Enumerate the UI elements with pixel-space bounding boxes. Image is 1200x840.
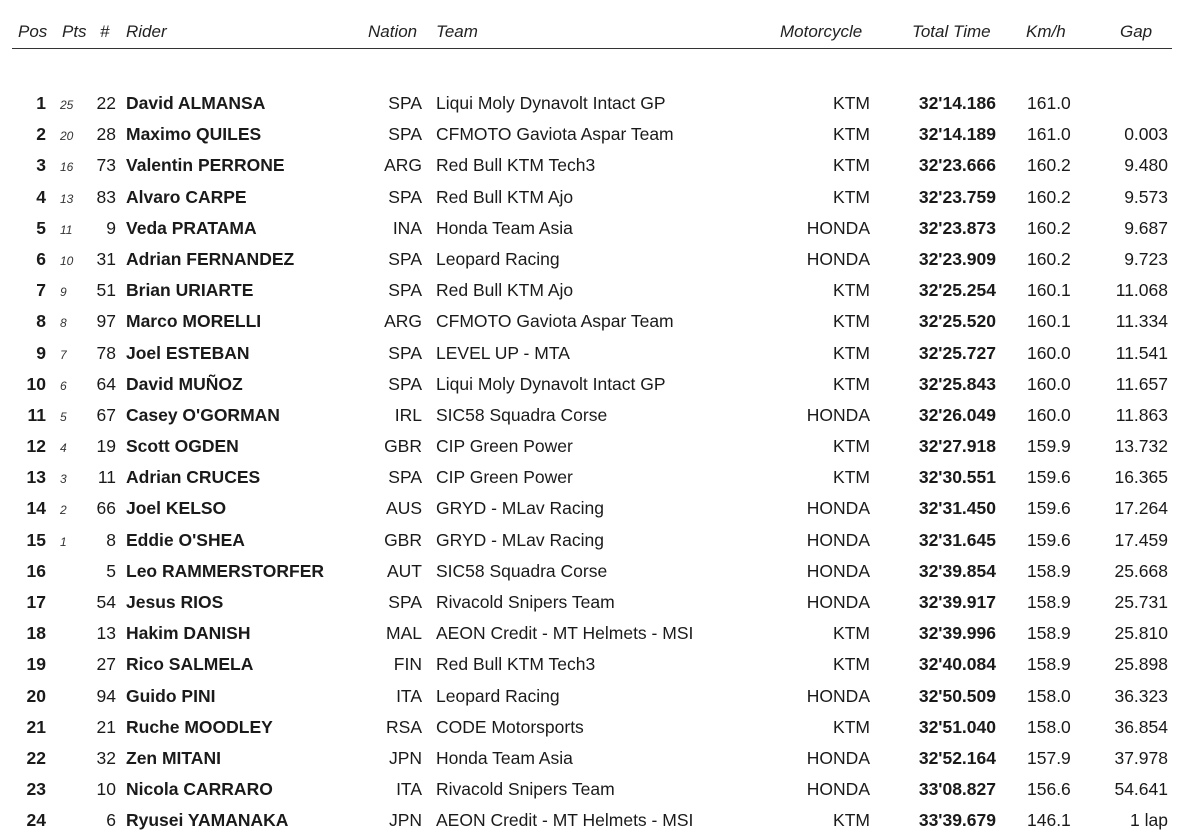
cell-nation: SPA <box>388 342 422 363</box>
cell-gap: 54.641 <box>1114 779 1168 800</box>
cell-pos: 2 <box>36 124 46 145</box>
cell-gap: 9.480 <box>1124 155 1168 176</box>
cell-rider: Nicola CARRARO <box>126 779 273 800</box>
cell-nation: SPA <box>388 592 422 612</box>
header-kmh: Km/h <box>1026 22 1066 41</box>
cell-motorcycle: KTM <box>833 280 870 301</box>
cell-motorcycle: KTM <box>833 186 870 207</box>
cell-gap: 11.541 <box>1115 342 1168 363</box>
cell-motorcycle: KTM <box>833 623 870 644</box>
cell-number: 8 <box>106 529 116 550</box>
cell-team: SIC58 Squadra Corse <box>436 560 608 581</box>
cell-rider: David MUÑOZ <box>126 373 243 394</box>
cell-kmh: 159.6 <box>1027 529 1071 550</box>
cell-total-time: 32'23.873 <box>918 217 996 238</box>
cell-team: GRYD - MLav Racing <box>436 529 604 550</box>
cell-pos: 5 <box>36 217 46 238</box>
cell-pts: 11 <box>60 222 73 237</box>
cell-kmh: 159.6 <box>1027 467 1071 488</box>
table-row <box>0 492 1200 523</box>
table-row <box>0 711 1200 742</box>
cell-gap: 11.068 <box>1115 280 1168 301</box>
cell-total-time: 32'25.843 <box>918 373 996 394</box>
cell-team: Red Bull KTM Tech3 <box>436 155 596 176</box>
cell-rider: Scott OGDEN <box>126 436 239 457</box>
cell-nation: RSA <box>386 716 422 737</box>
cell-total-time: 32'23.666 <box>918 155 996 176</box>
cell-team: Leopard Racing <box>436 248 560 269</box>
table-row <box>0 118 1200 149</box>
header-spacer <box>0 49 1200 87</box>
table-row <box>0 617 1200 648</box>
cell-nation: ITA <box>396 779 422 800</box>
cell-kmh: 160.2 <box>1027 186 1071 207</box>
cell-total-time: 32'14.186 <box>918 93 996 113</box>
cell-pos: 10 <box>26 373 46 394</box>
cell-motorcycle: KTM <box>833 155 870 176</box>
cell-total-time: 33'08.827 <box>918 779 996 800</box>
cell-kmh: 159.6 <box>1027 498 1071 519</box>
cell-pos: 22 <box>26 747 46 768</box>
header-number: # <box>100 22 110 41</box>
cell-gap: 11.334 <box>1115 311 1168 332</box>
cell-number: 10 <box>96 779 116 800</box>
cell-nation: JPN <box>388 810 422 831</box>
cell-nation: AUT <box>387 560 422 581</box>
cell-gap: 1 lap <box>1130 810 1168 831</box>
cell-rider: Veda PRATAMA <box>126 217 257 238</box>
cell-nation: ARG <box>384 155 422 176</box>
cell-number: 64 <box>96 373 116 394</box>
cell-nation: JPN <box>388 747 422 768</box>
cell-nation: INA <box>392 217 422 238</box>
cell-gap: 9.573 <box>1124 186 1168 207</box>
cell-pos: 8 <box>36 311 46 332</box>
table-row <box>0 87 1200 118</box>
cell-motorcycle: KTM <box>833 93 870 113</box>
cell-team: GRYD - MLav Racing <box>436 498 604 519</box>
cell-total-time: 32'31.450 <box>918 498 996 519</box>
cell-nation: AUS <box>386 498 422 519</box>
cell-pos: 19 <box>26 654 46 675</box>
table-body <box>0 87 1200 836</box>
cell-kmh: 158.0 <box>1027 716 1071 737</box>
cell-pos: 18 <box>26 623 46 644</box>
cell-pos: 9 <box>36 342 46 363</box>
cell-motorcycle: HONDA <box>806 529 870 550</box>
table-row <box>0 773 1200 804</box>
cell-pos: 1 <box>36 93 46 113</box>
header-pos: Pos <box>18 22 48 41</box>
cell-total-time: 32'51.040 <box>918 716 996 737</box>
cell-rider: Joel ESTEBAN <box>126 342 250 363</box>
cell-pts: 8 <box>60 316 67 331</box>
cell-number: 21 <box>96 716 116 737</box>
cell-motorcycle: KTM <box>833 467 870 488</box>
cell-gap: 17.264 <box>1114 498 1168 519</box>
cell-pos: 23 <box>26 779 46 800</box>
cell-team: AEON Credit - MT Helmets - MSI <box>436 623 694 644</box>
cell-nation: SPA <box>388 373 422 394</box>
cell-number: 66 <box>96 498 116 519</box>
cell-rider: Hakim DANISH <box>126 623 251 644</box>
cell-pos: 17 <box>26 592 46 612</box>
header-total-time: Total Time <box>912 22 991 41</box>
cell-team: CFMOTO Gaviota Aspar Team <box>436 124 674 145</box>
cell-gap: 36.854 <box>1114 716 1168 737</box>
cell-number: 5 <box>106 560 116 581</box>
cell-kmh: 160.1 <box>1027 280 1071 301</box>
cell-nation: ARG <box>384 311 422 332</box>
cell-total-time: 32'23.909 <box>918 248 996 269</box>
cell-total-time: 32'14.189 <box>918 124 996 145</box>
cell-number: 22 <box>96 93 116 113</box>
cell-rider: Alvaro CARPE <box>126 186 247 207</box>
table-row <box>0 149 1200 180</box>
cell-pts: 13 <box>60 191 74 206</box>
cell-total-time: 32'39.917 <box>918 592 996 612</box>
cell-nation: SPA <box>388 124 422 145</box>
cell-rider: Rico SALMELA <box>126 654 254 675</box>
cell-number: 6 <box>106 810 116 831</box>
cell-kmh: 158.0 <box>1027 685 1071 706</box>
cell-pts: 25 <box>60 98 74 112</box>
cell-rider: Joel KELSO <box>126 498 227 519</box>
cell-kmh: 160.1 <box>1027 311 1071 332</box>
cell-gap: 25.898 <box>1114 654 1168 675</box>
cell-motorcycle: HONDA <box>806 217 870 238</box>
cell-rider: Jesus RIOS <box>126 592 224 612</box>
cell-pos: 12 <box>26 436 46 457</box>
cell-rider: Adrian FERNANDEZ <box>126 248 295 269</box>
cell-total-time: 33'39.679 <box>918 810 996 831</box>
header-gap: Gap <box>1120 22 1153 41</box>
cell-pts: 1 <box>60 534 67 549</box>
cell-rider: Zen MITANI <box>126 747 221 768</box>
cell-nation: GBR <box>384 529 422 550</box>
cell-number: 32 <box>96 747 116 768</box>
cell-number: 27 <box>96 654 116 675</box>
cell-motorcycle: KTM <box>833 810 870 831</box>
cell-nation: SPA <box>388 467 422 488</box>
cell-pos: 13 <box>26 467 46 488</box>
table-row <box>0 804 1200 835</box>
cell-kmh: 160.0 <box>1027 342 1071 363</box>
table-row <box>0 430 1200 461</box>
header-nation: Nation <box>368 22 418 41</box>
cell-team: CIP Green Power <box>436 436 573 457</box>
header-rider: Rider <box>126 22 167 41</box>
cell-rider: Brian URIARTE <box>126 280 254 301</box>
cell-kmh: 158.9 <box>1027 623 1071 644</box>
table-row <box>0 555 1200 586</box>
cell-pos: 3 <box>36 155 46 176</box>
table-row <box>0 648 1200 679</box>
cell-gap: 9.723 <box>1124 248 1168 269</box>
cell-kmh: 159.9 <box>1027 436 1071 457</box>
cell-motorcycle: KTM <box>833 311 870 332</box>
cell-gap: 37.978 <box>1114 747 1168 768</box>
cell-motorcycle: HONDA <box>806 592 870 612</box>
cell-team: Liqui Moly Dynavolt Intact GP <box>436 373 666 394</box>
cell-motorcycle: HONDA <box>806 779 870 800</box>
cell-pts: 6 <box>60 378 67 393</box>
cell-motorcycle: HONDA <box>806 498 870 519</box>
header-pts: Pts <box>62 22 87 41</box>
cell-total-time: 32'25.727 <box>918 342 996 363</box>
cell-total-time: 32'39.996 <box>918 623 996 644</box>
cell-pts: 7 <box>60 347 67 362</box>
cell-total-time: 32'25.254 <box>918 280 996 301</box>
cell-motorcycle: KTM <box>833 342 870 363</box>
cell-motorcycle: HONDA <box>806 685 870 706</box>
cell-number: 83 <box>96 186 116 207</box>
cell-gap: 0.003 <box>1124 124 1168 145</box>
cell-total-time: 32'52.164 <box>918 747 996 768</box>
table-row <box>0 181 1200 212</box>
cell-total-time: 32'23.759 <box>918 186 996 207</box>
table-row <box>0 243 1200 274</box>
cell-team: CFMOTO Gaviota Aspar Team <box>436 311 674 332</box>
cell-pts: 5 <box>60 409 67 424</box>
cell-nation: GBR <box>384 436 422 457</box>
cell-motorcycle: KTM <box>833 436 870 457</box>
table-row <box>0 586 1200 617</box>
cell-number: 54 <box>96 592 116 612</box>
cell-pos: 20 <box>26 685 46 706</box>
table-row <box>0 212 1200 243</box>
cell-team: CIP Green Power <box>436 467 573 488</box>
cell-kmh: 158.9 <box>1027 560 1071 581</box>
cell-rider: Adrian CRUCES <box>126 467 261 488</box>
cell-total-time: 32'26.049 <box>918 404 996 425</box>
cell-team: SIC58 Squadra Corse <box>436 404 608 425</box>
cell-kmh: 161.0 <box>1027 93 1071 113</box>
table-row <box>0 368 1200 399</box>
cell-kmh: 158.9 <box>1027 654 1071 675</box>
cell-nation: SPA <box>388 186 422 207</box>
cell-team: Red Bull KTM Tech3 <box>436 654 596 675</box>
cell-gap: 16.365 <box>1114 467 1168 488</box>
cell-motorcycle: HONDA <box>806 747 870 768</box>
cell-team: Red Bull KTM Ajo <box>436 280 574 301</box>
cell-motorcycle: KTM <box>833 654 870 675</box>
cell-pos: 14 <box>26 498 46 519</box>
cell-nation: ITA <box>396 685 422 706</box>
cell-rider: Eddie O'SHEA <box>126 529 245 550</box>
cell-team: Rivacold Snipers Team <box>436 779 615 800</box>
cell-kmh: 160.2 <box>1027 155 1071 176</box>
cell-pts: 10 <box>60 253 74 268</box>
table-row <box>0 680 1200 711</box>
cell-total-time: 32'50.509 <box>918 685 996 706</box>
cell-number: 73 <box>96 155 116 176</box>
cell-kmh: 156.6 <box>1027 779 1071 800</box>
table-row <box>0 524 1200 555</box>
cell-pos: 11 <box>27 404 46 425</box>
table-row <box>0 461 1200 492</box>
cell-pts: 20 <box>60 129 74 144</box>
cell-rider: Ryusei YAMANAKA <box>126 810 289 831</box>
cell-kmh: 160.2 <box>1027 248 1071 269</box>
table-row <box>0 742 1200 773</box>
cell-pts: 16 <box>60 160 74 175</box>
cell-total-time: 32'39.854 <box>918 560 996 581</box>
cell-nation: FIN <box>393 654 422 675</box>
cell-pts: 4 <box>60 441 67 456</box>
cell-gap: 13.732 <box>1114 436 1168 457</box>
cell-pts: 2 <box>60 503 67 518</box>
cell-motorcycle: HONDA <box>806 404 870 425</box>
cell-team: Honda Team Asia <box>436 217 573 238</box>
cell-nation: MAL <box>386 623 422 644</box>
cell-rider: Leo RAMMERSTORFER <box>126 560 325 581</box>
cell-rider: Maximo QUILES <box>126 124 262 145</box>
table-row <box>0 274 1200 305</box>
cell-kmh: 146.1 <box>1027 810 1071 831</box>
cell-motorcycle: HONDA <box>806 560 870 581</box>
cell-gap: 9.687 <box>1124 217 1168 238</box>
cell-number: 97 <box>96 311 116 332</box>
cell-number: 19 <box>96 436 116 457</box>
cell-pts: 3 <box>60 472 67 487</box>
cell-rider: Marco MORELLI <box>126 311 262 332</box>
cell-nation: SPA <box>388 248 422 269</box>
cell-total-time: 32'30.551 <box>918 467 996 488</box>
cell-team: Honda Team Asia <box>436 747 573 768</box>
cell-kmh: 157.9 <box>1027 747 1071 768</box>
cell-total-time: 32'25.520 <box>918 311 996 332</box>
table-header <box>12 0 1172 49</box>
cell-pos: 4 <box>36 186 46 207</box>
cell-pos: 6 <box>36 248 46 269</box>
cell-pos: 16 <box>26 560 46 581</box>
cell-pts: 9 <box>60 285 67 300</box>
cell-team: AEON Credit - MT Helmets - MSI <box>436 810 694 831</box>
cell-nation: SPA <box>388 280 422 301</box>
cell-team: Leopard Racing <box>436 685 560 706</box>
cell-total-time: 32'27.918 <box>918 436 996 457</box>
cell-pos: 21 <box>26 716 46 737</box>
cell-rider: Ruche MOODLEY <box>126 716 273 737</box>
cell-team: Liqui Moly Dynavolt Intact GP <box>436 93 666 113</box>
table-row <box>0 399 1200 430</box>
cell-team: Rivacold Snipers Team <box>436 592 615 612</box>
header-team: Team <box>436 22 478 41</box>
cell-nation: IRL <box>394 404 422 425</box>
cell-gap: 25.668 <box>1114 560 1168 581</box>
cell-total-time: 32'40.084 <box>918 654 996 675</box>
cell-pos: 24 <box>26 810 46 831</box>
cell-team: Red Bull KTM Ajo <box>436 186 574 207</box>
cell-kmh: 160.2 <box>1027 217 1071 238</box>
cell-number: 51 <box>96 280 116 301</box>
cell-gap: 11.657 <box>1115 373 1168 394</box>
cell-team: LEVEL UP - MTA <box>436 342 570 363</box>
cell-team: CODE Motorsports <box>436 716 584 737</box>
cell-number: 31 <box>96 248 116 269</box>
cell-number: 94 <box>96 685 116 706</box>
cell-number: 11 <box>97 467 116 488</box>
cell-gap: 17.459 <box>1114 529 1168 550</box>
cell-gap: 36.323 <box>1114 685 1168 706</box>
table-row <box>0 305 1200 336</box>
cell-number: 78 <box>96 342 116 363</box>
cell-motorcycle: KTM <box>833 373 870 394</box>
header-motorcycle: Motorcycle <box>780 22 863 41</box>
cell-number: 9 <box>106 217 116 238</box>
cell-kmh: 160.0 <box>1027 373 1071 394</box>
cell-motorcycle: KTM <box>833 124 870 145</box>
cell-gap: 11.863 <box>1115 404 1168 425</box>
cell-number: 67 <box>96 404 116 425</box>
cell-rider: Guido PINI <box>126 685 216 706</box>
cell-total-time: 32'31.645 <box>918 529 996 550</box>
cell-kmh: 160.0 <box>1027 404 1071 425</box>
cell-pos: 15 <box>26 529 46 550</box>
cell-kmh: 161.0 <box>1027 124 1071 145</box>
cell-motorcycle: HONDA <box>806 248 870 269</box>
cell-rider: Casey O'GORMAN <box>126 404 280 425</box>
cell-pos: 7 <box>36 280 46 301</box>
cell-kmh: 158.9 <box>1027 592 1071 612</box>
cell-rider: Valentin PERRONE <box>126 155 285 176</box>
cell-number: 13 <box>96 623 116 644</box>
cell-motorcycle: KTM <box>833 716 870 737</box>
table-row <box>0 337 1200 368</box>
cell-gap: 25.731 <box>1114 592 1168 612</box>
cell-nation: SPA <box>388 93 422 113</box>
cell-rider: David ALMANSA <box>126 93 266 113</box>
cell-gap: 25.810 <box>1114 623 1168 644</box>
cell-number: 28 <box>96 124 116 145</box>
